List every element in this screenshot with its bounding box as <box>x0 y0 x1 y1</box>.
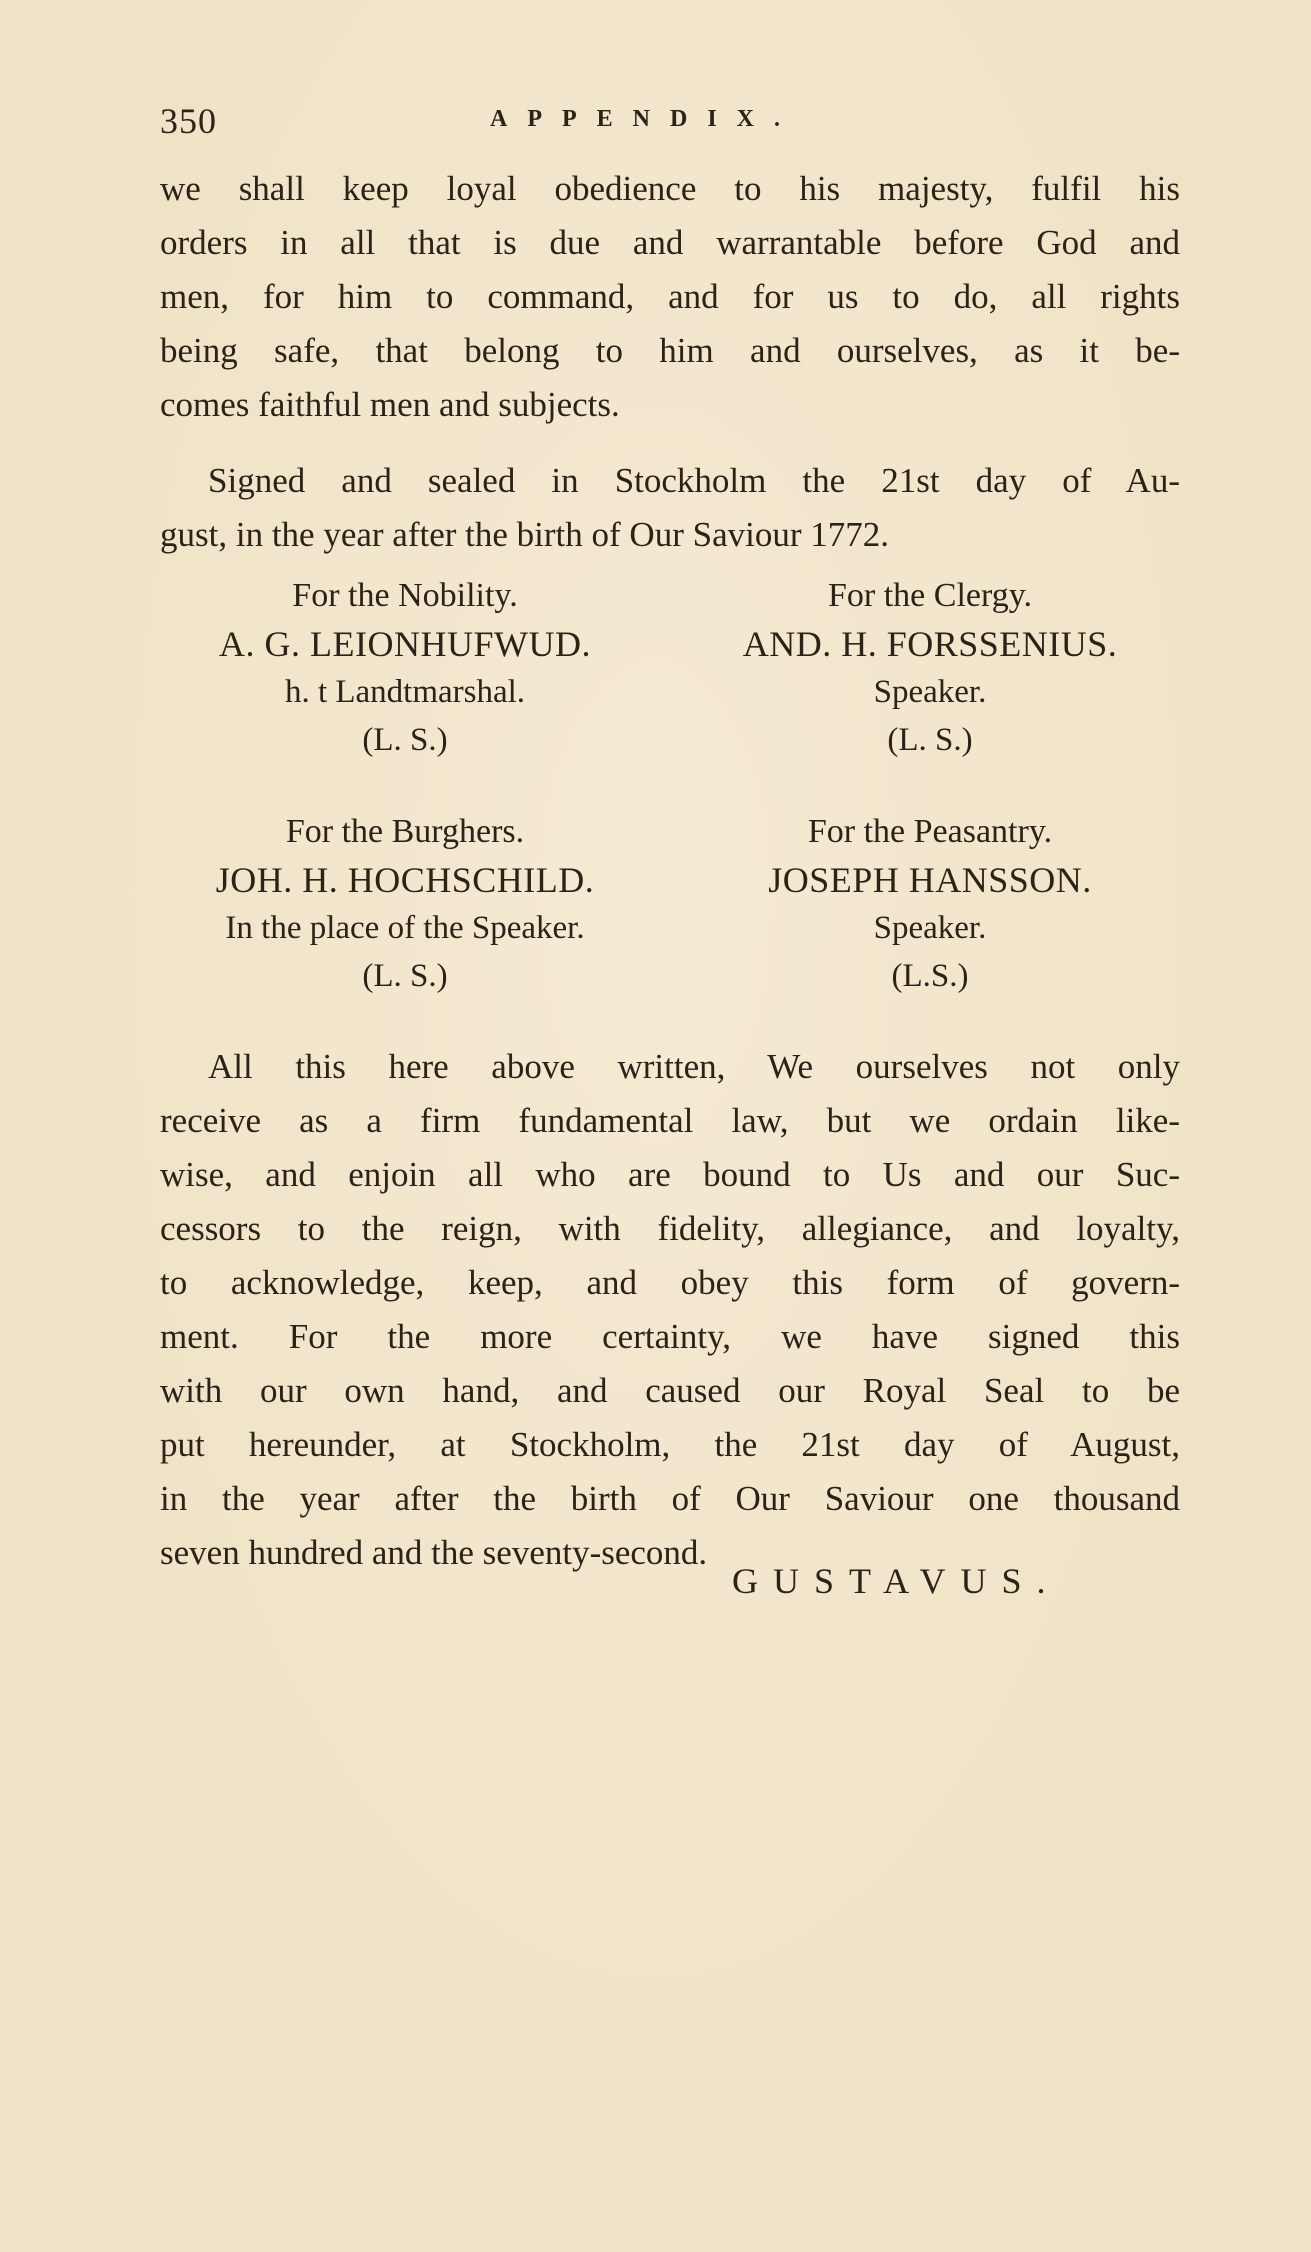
signatory-title: Speaker. <box>873 910 987 946</box>
signatory-seal: (L.S.) <box>891 958 969 994</box>
text-line: Signed and sealed in Stockholm the 21st day of Au- <box>208 461 1180 500</box>
signatory-title: In the place of the Speaker. <box>225 910 585 946</box>
text-line: wise, and enjoin all who are bound to Us and our Suc- <box>160 1155 1180 1194</box>
text-line: orders in all that is due and warrantable before God and <box>160 223 1180 262</box>
page-header <box>160 100 1180 150</box>
text-line: seven hundred and the seventy-second. <box>160 1533 708 1572</box>
text-line: we shall keep loyal obedience to his majesty, fulfil his <box>160 169 1180 208</box>
signatory-heading: For the Burghers. <box>285 813 525 850</box>
text-line: comes faithful men and subjects. <box>160 385 620 424</box>
signatory-burghers <box>160 808 650 1000</box>
signatory-name: AND. H. FORSSENIUS. <box>742 624 1118 664</box>
signatory-heading: For the Clergy. <box>828 577 1032 614</box>
signatory-block-lower <box>160 808 1180 1018</box>
signatory-name: JOH. H. HOCHSCHILD. <box>215 860 595 900</box>
signatory-clergy <box>680 572 1180 764</box>
signatory-heading: For the Nobility. <box>292 577 518 614</box>
signatory-nobility <box>160 572 650 764</box>
royal-signature: GUSTAVUS. <box>732 1561 1061 1601</box>
text-line: All this here above written, We ourselves not only <box>208 1047 1180 1086</box>
signatory-heading: For the Peasantry. <box>807 813 1053 850</box>
text-line: men, for him to command, and for us to do, all rights <box>160 277 1180 316</box>
signatory-peasantry <box>680 808 1180 1000</box>
text-line: gust, in the year after the birth of Our Saviour 1772. <box>160 515 889 554</box>
signatory-title: Speaker. <box>873 674 987 710</box>
paragraph-signed-sealed <box>160 454 1180 562</box>
text-line: receive as a firm fundamental law, but we ordain like- <box>160 1101 1180 1140</box>
signatory-seal: (L. S.) <box>362 958 448 994</box>
text-line: cessors to the reign, with fidelity, allegiance, and loyalty, <box>160 1209 1180 1248</box>
paragraph-oath <box>160 162 1180 432</box>
running-head: APPENDIX. <box>490 106 800 132</box>
text-line: ment. For the more certainty, we have signed this <box>160 1317 1180 1356</box>
signatory-seal: (L. S.) <box>362 722 448 758</box>
page-number: 350 <box>160 101 217 141</box>
text-line: in the year after the birth of Our Saviour one thousand <box>160 1479 1180 1518</box>
paragraph-royal-ratification <box>160 1040 1180 1580</box>
text-line: to acknowledge, keep, and obey this form of govern- <box>160 1263 1180 1302</box>
signatory-block-upper <box>160 572 1180 782</box>
signatory-name: A. G. LEIONHUFWUD. <box>219 624 591 664</box>
signatory-title: h. t Landtmarshal. <box>284 674 526 710</box>
signatory-seal: (L. S.) <box>887 722 973 758</box>
text-line: being safe, that belong to him and ourselves, as it be- <box>160 331 1180 370</box>
text-line: with our own hand, and caused our Royal Seal to be <box>160 1371 1180 1410</box>
text-line: put hereunder, at Stockholm, the 21st day of August, <box>160 1425 1180 1464</box>
signatory-name: JOSEPH HANSSON. <box>768 860 1092 900</box>
